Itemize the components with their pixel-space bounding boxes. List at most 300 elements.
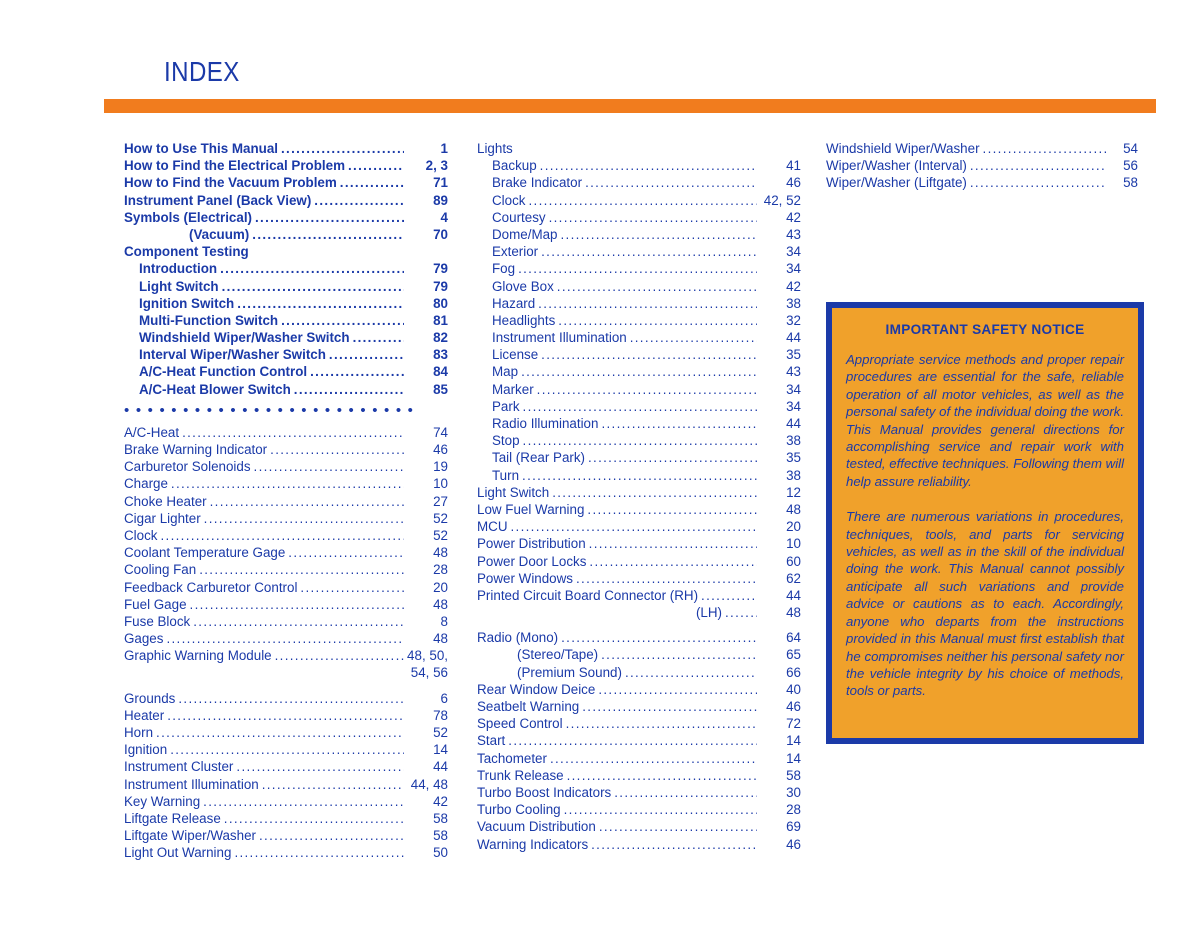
- index-entry: [124, 793, 448, 810]
- index-entry: [124, 278, 448, 295]
- dot-leader: [231, 844, 404, 861]
- index-entry: [477, 363, 801, 380]
- entry-label: A/C-Heat Function Control: [139, 364, 308, 380]
- dot-leader: [579, 698, 757, 715]
- index-entry: [477, 174, 801, 191]
- entry-label: Brake Indicator: [492, 175, 583, 191]
- entry-page-number: 52: [433, 527, 448, 543]
- dot-leader: [234, 295, 404, 312]
- entry-page-number: 46: [433, 442, 448, 457]
- index-entry: [124, 424, 448, 441]
- dot-leader: [525, 192, 757, 209]
- entry-label: Lights: [477, 141, 513, 156]
- entry-page-number: 84: [433, 364, 448, 380]
- entry-label: Carburetor Solenoids: [124, 459, 251, 475]
- dot-leader: [558, 226, 758, 243]
- index-entry: [477, 398, 801, 415]
- entry-label: Turbo Cooling: [477, 802, 561, 818]
- entry-page-number: 42: [786, 209, 801, 225]
- entry-page-number: 89: [433, 192, 448, 208]
- entry-page-number: 72: [786, 716, 801, 732]
- dot-leader: [345, 157, 404, 174]
- dot-leader: [249, 226, 404, 243]
- index-entry: [477, 518, 801, 535]
- entry-page-number: 48: [433, 631, 448, 647]
- entry-label: Liftgate Release: [124, 810, 221, 826]
- dot-leader: [168, 475, 404, 492]
- entry-page-number: 38: [786, 433, 801, 449]
- index-entry: [477, 681, 801, 698]
- entry-label: Graphic Warning Module: [124, 648, 272, 664]
- dot-leader: [201, 510, 404, 527]
- entry-page-number: 48: [433, 545, 448, 561]
- index-entry: [477, 157, 801, 174]
- safety-notice-paragraph: There are numerous variations in procedures, techniques, tools, and parts for servicing vehicles, as well as in the skill of the individual doing the work. This Manual cannot possibly anticipate all such variations and provide advice or cautions as to each. Accordingly, anyone who departs from the instructions provided in this Manual must first establish that he compromises neither his personal safety nor the vehicle integrity by his choice of methods, tools or parts.: [846, 509, 1124, 699]
- index-entry: [124, 647, 448, 664]
- entry-label: Cooling Fan: [124, 562, 197, 578]
- dot-leader: [596, 818, 757, 835]
- dot-leader: [505, 732, 757, 749]
- dot-leader: [175, 690, 404, 707]
- dot-leader: [555, 312, 757, 329]
- entry-page-number: 70: [433, 226, 448, 242]
- entry-label: Exterior: [492, 244, 539, 260]
- entry-label: Glove Box: [492, 278, 554, 294]
- entry-label: Interval Wiper/Washer Switch: [139, 347, 326, 363]
- dot-leader: [558, 629, 757, 646]
- dot-leader: [586, 535, 757, 552]
- page-title: INDEX: [164, 56, 240, 87]
- entry-label: Map: [492, 364, 519, 380]
- index-entry: [124, 724, 448, 741]
- dot-leader: [588, 836, 757, 853]
- dot-leader: [157, 527, 404, 544]
- entry-label: Symbols (Electrical): [124, 209, 253, 225]
- index-entry: [124, 458, 448, 475]
- dot-leader: [196, 561, 404, 578]
- entry-label: Fuel Gage: [124, 596, 187, 612]
- entry-page-number: 8: [440, 613, 448, 629]
- dot-leader: [233, 758, 404, 775]
- entry-label: Windshield Wiper/Washer: [826, 141, 980, 156]
- entry-label: Charge: [124, 476, 168, 492]
- entry-label: Fuse Block: [124, 613, 191, 629]
- index-entry: [477, 836, 801, 853]
- entry-page-number: 34: [786, 398, 801, 414]
- dot-leader: [980, 140, 1106, 157]
- entry-page-number: 48, 50,: [407, 648, 448, 664]
- entry-page-number: 44, 48: [410, 776, 448, 792]
- entry-label: A/C-Heat Blower Switch: [139, 381, 291, 397]
- index-entry: [124, 441, 448, 458]
- entry-label: Clock: [492, 192, 526, 208]
- dot-leader: [179, 424, 404, 441]
- entry-page-number: 46: [786, 175, 801, 191]
- entry-page-number: 54, 56: [410, 665, 448, 681]
- index-entry: [477, 449, 801, 466]
- index-entry: [124, 493, 448, 510]
- dot-leader: [537, 157, 757, 174]
- orange-header-bar: [104, 99, 1156, 113]
- index-entry: [124, 596, 448, 613]
- index-entry: [124, 243, 448, 260]
- index-entry: [124, 544, 448, 561]
- entry-page-number: 44: [786, 587, 801, 603]
- entry-page-number: 48: [433, 596, 448, 612]
- index-entry: [477, 801, 801, 818]
- entry-label: Radio Illumination: [492, 416, 599, 431]
- entry-label: Gages: [124, 631, 164, 647]
- entry-page-number: 46: [786, 836, 801, 852]
- entry-page-number: 14: [786, 750, 801, 766]
- entry-label: Backup: [492, 158, 537, 174]
- index-entry: [477, 784, 801, 801]
- entry-label: Feedback Carburetor Control: [124, 579, 298, 595]
- index-entry: [477, 484, 801, 501]
- entry-label: How to Find the Electrical Problem: [124, 158, 345, 174]
- entry-page-number: 1: [440, 141, 448, 156]
- index-entry: [477, 140, 801, 157]
- entry-page-number: 14: [786, 733, 801, 749]
- index-entry: [124, 758, 448, 775]
- entry-label: Headlights: [492, 312, 556, 328]
- dot-leader: [350, 329, 404, 346]
- index-column-2: [477, 140, 801, 853]
- entry-label: Brake Warning Indicator: [124, 442, 268, 457]
- dot-leader: [518, 363, 757, 380]
- dot-leader: [207, 493, 404, 510]
- index-entry: [477, 381, 801, 398]
- entry-label: (Vacuum): [189, 226, 250, 242]
- dot-leader: [967, 157, 1106, 174]
- index-entry: [477, 278, 801, 295]
- dot-leader: [307, 363, 404, 380]
- entry-label: (LH): [695, 605, 722, 621]
- safety-notice-panel: [832, 308, 1138, 738]
- entry-gap: [124, 682, 448, 690]
- dot-leader: [200, 793, 404, 810]
- entry-label: Turbo Boost Indicators: [477, 784, 612, 800]
- entry-label: Tail (Rear Park): [492, 450, 586, 466]
- entry-page-number: 42, 52: [763, 192, 801, 208]
- entry-label: Stop: [492, 433, 520, 449]
- entry-page-number: 52: [433, 510, 448, 526]
- dot-leader: [256, 827, 404, 844]
- dot-leader: [538, 346, 757, 363]
- index-entry: [477, 570, 801, 587]
- entry-page-number: 19: [433, 459, 448, 475]
- entry-page-number: 38: [786, 467, 801, 483]
- entry-page-number: 69: [786, 819, 801, 835]
- entry-label: Instrument Illumination: [492, 330, 627, 346]
- dot-leader: [326, 346, 404, 363]
- entry-label: Wiper/Washer (Liftgate): [826, 175, 967, 191]
- index-entry: [124, 690, 448, 707]
- index-entry: [124, 561, 448, 578]
- safety-notice-paragraph: Appropriate service methods and proper repair procedures are essential for the safe, reliable operation of all motor vehicles, as well as the personal safety of the individual doing the work. This Manual provides general directions for accomplishing service and repair work with tested, effective techniques. Following them will help assure reliability.: [846, 352, 1124, 489]
- entry-label: Wiper/Washer (Interval): [826, 158, 967, 174]
- entry-label: Instrument Illumination: [124, 776, 259, 792]
- dot-leader: [598, 415, 757, 432]
- entry-label: How to Use This Manual: [124, 141, 279, 156]
- index-entry: [124, 475, 448, 492]
- entry-page-number: 14: [433, 742, 448, 758]
- entry-label: Instrument Cluster: [124, 759, 234, 775]
- dot-leader: [221, 810, 404, 827]
- index-entry: [124, 312, 448, 329]
- entry-label: Start: [477, 733, 506, 749]
- entry-page-number: 43: [786, 364, 801, 380]
- index-entry: [477, 604, 801, 621]
- entry-label: Fog: [492, 261, 516, 277]
- entry-label: Heater: [124, 707, 165, 723]
- index-entry: [477, 767, 801, 784]
- entry-label: Coolant Temperature Gage: [124, 545, 286, 561]
- index-entry: [124, 776, 448, 793]
- index-entry: [477, 295, 801, 312]
- entry-label: Instrument Panel (Back View): [124, 192, 312, 208]
- index-entry: [477, 587, 801, 604]
- dot-leader: [278, 312, 404, 329]
- dot-leader: [554, 278, 757, 295]
- index-entry: [124, 363, 448, 380]
- index-entry: [477, 646, 801, 663]
- dot-leader: [547, 750, 757, 767]
- index-entry: [826, 140, 1138, 157]
- entry-page-number: 6: [440, 690, 448, 706]
- entry-page-number: 60: [786, 553, 801, 569]
- index-entry: [826, 157, 1138, 174]
- dot-leader: [585, 449, 757, 466]
- index-entry: [477, 192, 801, 209]
- entry-page-number: 27: [433, 493, 448, 509]
- dot-leader: [561, 801, 757, 818]
- dot-leader: [722, 604, 757, 621]
- entry-label: Radio (Mono): [477, 630, 559, 646]
- dot-leader: [549, 484, 757, 501]
- entry-page-number: 58: [786, 767, 801, 783]
- entry-page-number: 58: [433, 828, 448, 844]
- entry-page-number: 42: [786, 278, 801, 294]
- entry-page-number: 35: [786, 450, 801, 466]
- index-entry: [477, 553, 801, 570]
- index-entry: [124, 226, 448, 243]
- dot-leader: [698, 587, 757, 604]
- index-entry: [477, 467, 801, 484]
- entry-label: MCU: [477, 519, 508, 535]
- entry-page-number: 66: [786, 664, 801, 680]
- entry-label: Ignition Switch: [139, 295, 235, 311]
- dot-leader: [582, 174, 757, 191]
- dot-separator: • • • • • • • • • • • • • • • • • • • • • • • • •: [124, 401, 415, 419]
- index-entry: [477, 415, 801, 432]
- dot-leader: [520, 398, 757, 415]
- entry-page-number: 35: [786, 347, 801, 363]
- dot-leader: [627, 329, 757, 346]
- dot-leader: [534, 381, 757, 398]
- dot-leader: [267, 441, 404, 458]
- entry-page-number: 79: [433, 261, 448, 277]
- index-entry: [477, 535, 801, 552]
- index-entry: [477, 260, 801, 277]
- entry-label: Turn: [492, 467, 520, 483]
- entry-label: Park: [492, 398, 520, 414]
- entry-page-number: 41: [786, 158, 801, 174]
- index-entry: [826, 174, 1138, 191]
- entry-page-number: 40: [786, 681, 801, 697]
- entry-page-number: 34: [786, 244, 801, 260]
- entry-page-number: 85: [433, 381, 448, 397]
- dot-leader: [519, 467, 757, 484]
- index-entry: [477, 750, 801, 767]
- index-entry: [124, 295, 448, 312]
- index-entry: [124, 630, 448, 647]
- index-entry: [477, 664, 801, 681]
- index-entry: [124, 613, 448, 630]
- index-entry: [124, 741, 448, 758]
- dot-leader: [164, 707, 404, 724]
- index-entry: [124, 260, 448, 277]
- dot-leader: [252, 209, 404, 226]
- dot-leader: [187, 596, 404, 613]
- index-entry: [477, 243, 801, 260]
- dot-leader: [153, 724, 404, 741]
- dot-leader: [311, 192, 404, 209]
- entry-page-number: 82: [433, 330, 448, 346]
- entry-page-number: 71: [433, 175, 448, 191]
- dot-leader: [337, 174, 404, 191]
- dot-leader: [297, 579, 404, 596]
- index-entry: [477, 226, 801, 243]
- entry-page-number: 20: [433, 579, 448, 595]
- entry-page-number: 48: [786, 605, 801, 621]
- entry-label: Speed Control: [477, 716, 563, 732]
- dot-leader: [285, 544, 404, 561]
- entry-page-number: 34: [786, 381, 801, 397]
- entry-page-number: 28: [433, 562, 448, 578]
- entry-page-number: 12: [786, 484, 801, 500]
- index-entry: [124, 664, 448, 681]
- index-entry: [477, 715, 801, 732]
- dot-leader: [163, 630, 404, 647]
- entry-label: Choke Heater: [124, 493, 207, 509]
- index-entry: [124, 381, 448, 398]
- entry-label: Grounds: [124, 690, 176, 706]
- entry-page-number: 32: [786, 312, 801, 328]
- entry-label: Clock: [124, 527, 158, 543]
- dot-leader: [967, 174, 1106, 191]
- dot-leader: [259, 776, 404, 793]
- entry-label: Introduction: [139, 261, 218, 277]
- index-entry: [124, 844, 448, 861]
- index-column-3: [826, 140, 1138, 192]
- entry-page-number: 64: [786, 630, 801, 646]
- entry-page-number: 43: [786, 226, 801, 242]
- index-entry: [477, 346, 801, 363]
- entry-label: Light Switch: [477, 484, 550, 500]
- dot-leader: [573, 570, 757, 587]
- entry-label: Windshield Wiper/Washer Switch: [139, 330, 350, 346]
- entry-label: A/C-Heat: [124, 424, 180, 440]
- safety-notice-title: IMPORTANT SAFETY NOTICE: [885, 322, 1085, 337]
- entry-page-number: 44: [433, 759, 448, 775]
- dot-leader: [278, 140, 404, 157]
- entry-label: Seatbelt Warning: [477, 699, 580, 714]
- entry-label: Dome/Map: [492, 226, 558, 242]
- index-entry: [124, 329, 448, 346]
- dot-leader: [563, 715, 757, 732]
- dot-leader: [595, 681, 757, 698]
- entry-label: Tachometer: [477, 750, 547, 766]
- entry-page-number: 46: [786, 699, 801, 714]
- index-entry: [477, 732, 801, 749]
- entry-label: Multi-Function Switch: [139, 312, 279, 328]
- dot-leader: [622, 664, 757, 681]
- entry-label: License: [492, 347, 539, 363]
- entry-page-number: 44: [786, 416, 801, 431]
- dot-leader: [520, 432, 757, 449]
- index-entry: [124, 192, 448, 209]
- index-entry: [477, 629, 801, 646]
- entry-page-number: 74: [433, 424, 448, 440]
- dot-leader: [586, 553, 757, 570]
- entry-page-number: 62: [786, 570, 801, 586]
- entry-label: Hazard: [492, 295, 536, 311]
- index-entry: [124, 810, 448, 827]
- entry-page-number: 48: [786, 501, 801, 517]
- entry-label: Power Distribution: [477, 536, 586, 552]
- dot-leader: [508, 518, 758, 535]
- index-entry: [124, 527, 448, 544]
- entry-label: Light Out Warning: [124, 845, 232, 861]
- entry-page-number: 83: [433, 347, 448, 363]
- entry-label: Printed Circuit Board Connector (RH): [477, 587, 699, 603]
- entry-page-number: 4: [440, 209, 448, 225]
- index-entry: [477, 501, 801, 518]
- entry-label: Cigar Lighter: [124, 510, 201, 526]
- index-entry: [477, 432, 801, 449]
- dot-leader: [611, 784, 757, 801]
- entry-page-number: 58: [433, 810, 448, 826]
- entry-label: Rear Window Deice: [477, 681, 596, 697]
- entry-label: Low Fuel Warning: [477, 501, 585, 517]
- entry-gap: [477, 621, 801, 629]
- entry-page-number: 10: [433, 476, 448, 492]
- index-entry: [124, 827, 448, 844]
- entry-label: (Premium Sound): [517, 664, 622, 680]
- entry-label: (Stereo/Tape): [517, 647, 599, 663]
- index-entry: [477, 209, 801, 226]
- entry-label: Power Windows: [477, 570, 573, 586]
- entry-label: Liftgate Wiper/Washer: [124, 828, 256, 844]
- dot-leader: [251, 458, 404, 475]
- entry-page-number: 30: [786, 784, 801, 800]
- entry-page-number: 20: [786, 519, 801, 535]
- index-entry: [124, 140, 448, 157]
- dot-leader: [584, 501, 757, 518]
- entry-page-number: 65: [786, 647, 801, 663]
- entry-label: How to Find the Vacuum Problem: [124, 175, 337, 191]
- dot-leader: [535, 295, 757, 312]
- dot-leader: [515, 260, 757, 277]
- index-entry: [124, 174, 448, 191]
- index-group-manual-sections: [124, 140, 448, 398]
- index-entry: [124, 707, 448, 724]
- index-entry: [477, 312, 801, 329]
- entry-page-number: 56: [1123, 158, 1138, 174]
- entry-page-number: 10: [786, 536, 801, 552]
- entry-label: Power Door Locks: [477, 553, 587, 569]
